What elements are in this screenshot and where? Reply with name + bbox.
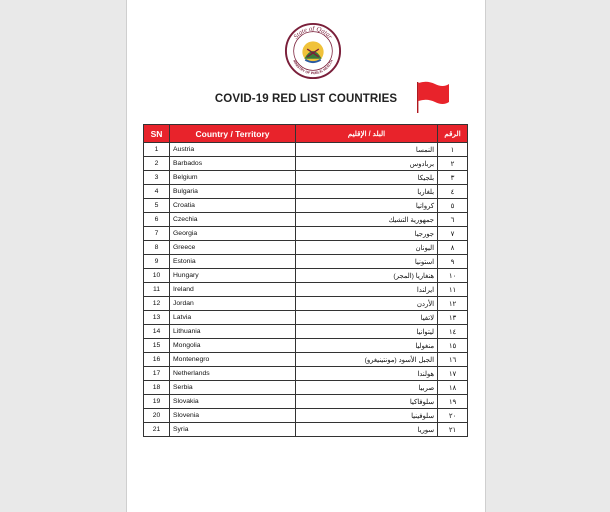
cell-country-arabic: ليتوانيا xyxy=(296,325,438,339)
cell-country-arabic: الأردن xyxy=(296,297,438,311)
cell-number-arabic: ٧ xyxy=(438,227,468,241)
table-row xyxy=(144,269,468,283)
cell-country: Barbados xyxy=(170,157,296,171)
cell-number-arabic: ٢١ xyxy=(438,423,468,437)
table-row xyxy=(144,423,468,437)
cell-country: Georgia xyxy=(170,227,296,241)
cell-country-arabic: سلوفاكيا xyxy=(296,395,438,409)
table-row xyxy=(144,185,468,199)
header-country-arabic: البلد / الإقليم xyxy=(296,125,438,143)
table-row xyxy=(144,311,468,325)
cell-sn: 3 xyxy=(144,171,170,185)
cell-number-arabic: ٦ xyxy=(438,213,468,227)
cell-sn: 21 xyxy=(144,423,170,437)
cell-country-arabic: صربيا xyxy=(296,381,438,395)
cell-country-arabic: جورجيا xyxy=(296,227,438,241)
cell-sn: 10 xyxy=(144,269,170,283)
table-row xyxy=(144,241,468,255)
table-row xyxy=(144,255,468,269)
cell-country: Jordan xyxy=(170,297,296,311)
table-row xyxy=(144,283,468,297)
logo-bottom-text: MINISTRY OF PUBLIC HEALTH xyxy=(292,59,334,76)
cell-country-arabic: النمسا xyxy=(296,143,438,157)
cell-sn: 16 xyxy=(144,353,170,367)
cell-country: Serbia xyxy=(170,381,296,395)
cell-sn: 14 xyxy=(144,325,170,339)
cell-country: Slovakia xyxy=(170,395,296,409)
cell-number-arabic: ١٤ xyxy=(438,325,468,339)
cell-number-arabic: ١٦ xyxy=(438,353,468,367)
cell-sn: 1 xyxy=(144,143,170,157)
header-sn: SN xyxy=(144,125,170,143)
table-row xyxy=(144,227,468,241)
cell-country: Czechia xyxy=(170,213,296,227)
table-row xyxy=(144,325,468,339)
cell-country-arabic: هنغاريا (المجر) xyxy=(296,269,438,283)
header-number-arabic: الرقم xyxy=(438,125,468,143)
cell-country: Mongolia xyxy=(170,339,296,353)
cell-country-arabic: اليونان xyxy=(296,241,438,255)
cell-number-arabic: ١٧ xyxy=(438,367,468,381)
cell-country: Estonia xyxy=(170,255,296,269)
table-row xyxy=(144,297,468,311)
ministry-logo xyxy=(284,22,342,80)
cell-country-arabic: سوريا xyxy=(296,423,438,437)
red-list-table xyxy=(143,124,468,437)
cell-number-arabic: ١٣ xyxy=(438,311,468,325)
cell-country: Belgium xyxy=(170,171,296,185)
cell-country-arabic: بربادوس xyxy=(296,157,438,171)
cell-country-arabic: بلغاريا xyxy=(296,185,438,199)
cell-number-arabic: ٩ xyxy=(438,255,468,269)
cell-sn: 17 xyxy=(144,367,170,381)
cell-number-arabic: ١٩ xyxy=(438,395,468,409)
header-country: Country / Territory xyxy=(170,125,296,143)
cell-sn: 15 xyxy=(144,339,170,353)
cell-country-arabic: لاتفيا xyxy=(296,311,438,325)
cell-number-arabic: ١٠ xyxy=(438,269,468,283)
cell-country-arabic: جمهورية التشيك xyxy=(296,213,438,227)
cell-country: Austria xyxy=(170,143,296,157)
cell-sn: 4 xyxy=(144,185,170,199)
cell-number-arabic: ١٥ xyxy=(438,339,468,353)
cell-sn: 19 xyxy=(144,395,170,409)
cell-sn: 2 xyxy=(144,157,170,171)
cell-country: Latvia xyxy=(170,311,296,325)
table-row xyxy=(144,367,468,381)
table-row xyxy=(144,199,468,213)
table-row xyxy=(144,213,468,227)
cell-sn: 7 xyxy=(144,227,170,241)
cell-number-arabic: ١ xyxy=(438,143,468,157)
cell-country: Croatia xyxy=(170,199,296,213)
cell-sn: 9 xyxy=(144,255,170,269)
cell-country: Bulgaria xyxy=(170,185,296,199)
cell-number-arabic: ١١ xyxy=(438,283,468,297)
cell-country: Montenegro xyxy=(170,353,296,367)
document-page xyxy=(126,0,486,512)
cell-country: Slovenia xyxy=(170,409,296,423)
cell-country: Ireland xyxy=(170,283,296,297)
cell-number-arabic: ٢ xyxy=(438,157,468,171)
cell-sn: 20 xyxy=(144,409,170,423)
cell-number-arabic: ٢٠ xyxy=(438,409,468,423)
cell-sn: 5 xyxy=(144,199,170,213)
cell-number-arabic: ٣ xyxy=(438,171,468,185)
table-row xyxy=(144,353,468,367)
cell-country-arabic: ايرلندا xyxy=(296,283,438,297)
table-row xyxy=(144,339,468,353)
table-row xyxy=(144,157,468,171)
table-row xyxy=(144,409,468,423)
cell-country: Syria xyxy=(170,423,296,437)
cell-number-arabic: ٥ xyxy=(438,199,468,213)
table-row xyxy=(144,171,468,185)
cell-sn: 6 xyxy=(144,213,170,227)
table-row xyxy=(144,143,468,157)
cell-country: Hungary xyxy=(170,269,296,283)
page-title: COVID-19 RED LIST COUNTRIES xyxy=(214,93,398,105)
cell-sn: 13 xyxy=(144,311,170,325)
cell-number-arabic: ٤ xyxy=(438,185,468,199)
cell-sn: 8 xyxy=(144,241,170,255)
cell-country-arabic: استونيا xyxy=(296,255,438,269)
cell-sn: 18 xyxy=(144,381,170,395)
red-flag-icon xyxy=(415,80,451,114)
cell-country-arabic: كرواتيا xyxy=(296,199,438,213)
cell-number-arabic: ١٨ xyxy=(438,381,468,395)
cell-sn: 12 xyxy=(144,297,170,311)
cell-country: Lithuania xyxy=(170,325,296,339)
cell-number-arabic: ١٢ xyxy=(438,297,468,311)
cell-country-arabic: منغوليا xyxy=(296,339,438,353)
cell-country: Greece xyxy=(170,241,296,255)
table-row xyxy=(144,381,468,395)
cell-number-arabic: ٨ xyxy=(438,241,468,255)
logo-top-text: State of Qatar xyxy=(292,25,334,41)
cell-country-arabic: الجبل الأسود (مونتينيغرو) xyxy=(296,353,438,367)
table-header-row xyxy=(144,125,468,143)
table-row xyxy=(144,395,468,409)
cell-country-arabic: هولندا xyxy=(296,367,438,381)
cell-sn: 11 xyxy=(144,283,170,297)
cell-country: Netherlands xyxy=(170,367,296,381)
cell-country-arabic: بلجيكا xyxy=(296,171,438,185)
cell-country-arabic: سلوفينيا xyxy=(296,409,438,423)
